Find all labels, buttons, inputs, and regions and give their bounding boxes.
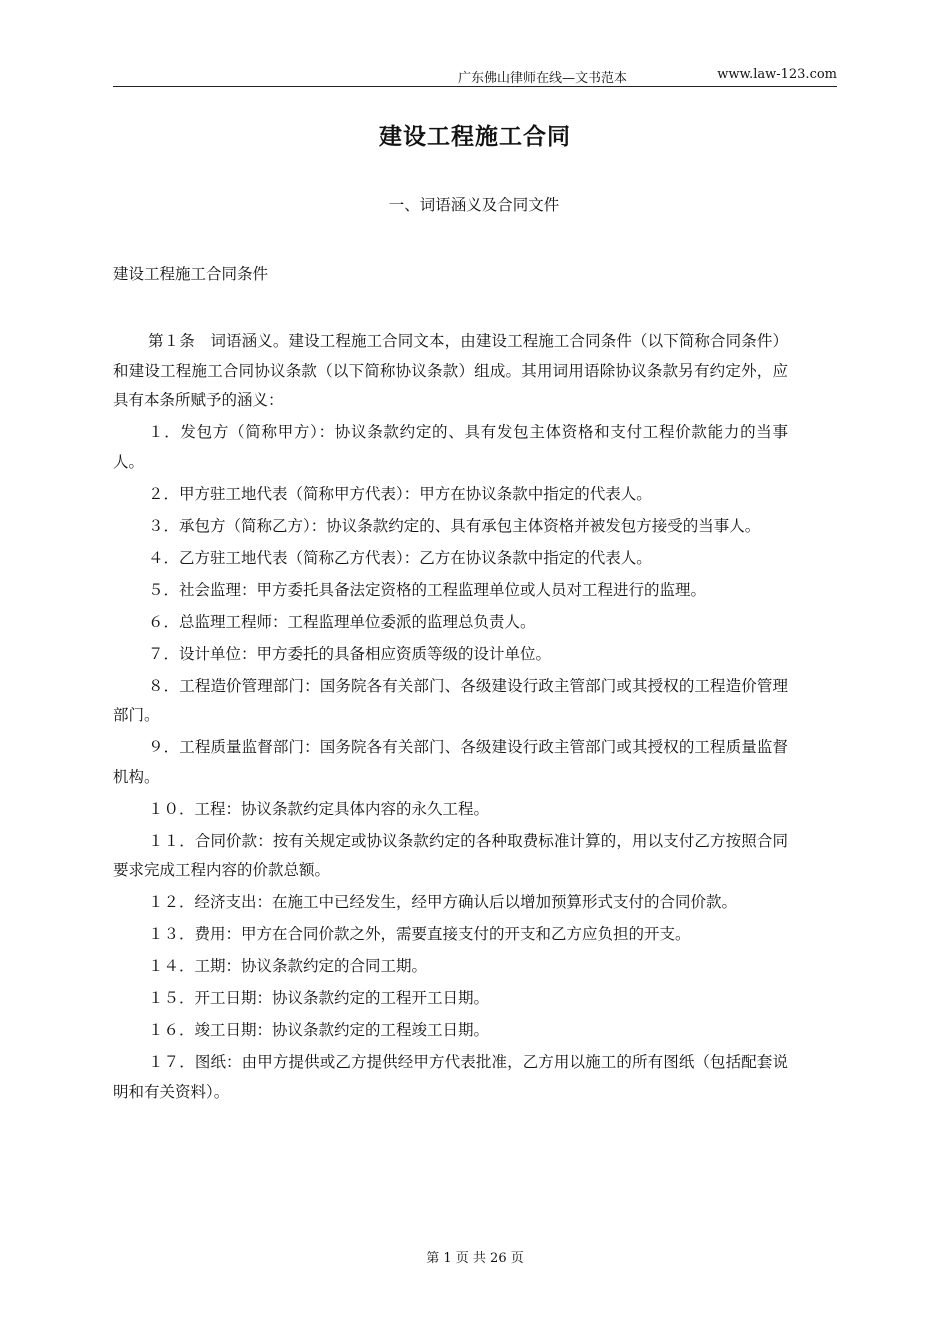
definition-item: １５．开工日期：协议条款约定的工程开工日期。 — [148, 989, 490, 1007]
definition-item: １３．费用：甲方在合同价款之外，需要直接支付的开支和乙方应负担的开支。 — [148, 925, 691, 943]
page-header — [113, 66, 837, 87]
article-1-intro: 第１条 词语涵义。建设工程施工合同文本，由建设工程施工合同条件（以下简称合同条件）和建设工程施工合同协议条款（以下简称协议条款）组成。其用词用语除协议条款另有约定外，应具有本条所赋予的涵义： — [113, 332, 788, 409]
page-number: 第 1 页 共 26 页 — [426, 1251, 524, 1266]
definition-item: １７．图纸：由甲方提供或乙方提供经甲方代表批准，乙方用以施工的所有图纸（包括配套说明和有关资料）。 — [113, 1053, 788, 1101]
definition-item: ３．承包方（简称乙方）：协议条款约定的、具有承包主体资格并被发包方接受的当事人。 — [148, 516, 761, 535]
contract-conditions-heading: 建设工程施工合同条件 — [113, 265, 269, 283]
definition-item: １４．工期：协议条款约定的合同工期。 — [148, 957, 428, 975]
article-body — [113, 327, 788, 1107]
section-heading — [0, 193, 950, 215]
section-heading-text: 一、词语涵义及合同文件 — [388, 196, 560, 214]
definition-item: １２．经济支出：在施工中已经发生，经甲方确认后以增加预算形式支付的合同价款。 — [148, 893, 738, 911]
definition-item: ８．工程造价管理部门：国务院各有关部门、各级建设行政主管部门或其授权的工程造价管理部门。 — [113, 676, 788, 724]
definition-item: ５．社会监理：甲方委托具备法定资格的工程监理单位或人员对工程进行的监理。 — [148, 580, 707, 599]
document-title: 建设工程施工合同 — [379, 123, 571, 150]
definition-item: ６．总监理工程师：工程监理单位委派的监理总负责人。 — [148, 612, 536, 631]
page-footer — [0, 1247, 950, 1266]
definition-item: １０．工程：协议条款约定具体内容的永久工程。 — [148, 799, 490, 818]
definition-item: ２．甲方驻工地代表（简称甲方代表）：甲方在协议条款中指定的代表人。 — [148, 484, 652, 503]
header-url: www.law-123.com — [717, 67, 837, 82]
definition-item: ４．乙方驻工地代表（简称乙方代表）：乙方在协议条款中指定的代表人。 — [148, 548, 652, 567]
header-site-name: 广东佛山律师在线—文书范本 — [458, 71, 628, 86]
definition-item: ７．设计单位：甲方委托的具备相应资质等级的设计单位。 — [148, 644, 552, 663]
definition-item: １６．竣工日期：协议条款约定的工程竣工日期。 — [148, 1021, 490, 1039]
definition-item: ９．工程质量监督部门：国务院各有关部门、各级建设行政主管部门或其授权的工程质量监督机构。 — [113, 738, 788, 786]
definition-item: １．发包方（简称甲方）：协议条款约定的、具有发包主体资格和支付工程价款能力的当事人。 — [113, 423, 788, 471]
definition-item: １１．合同价款：按有关规定或协议条款约定的各种取费标准计算的，用以支付乙方按照合同要求完成工程内容的价款总额。 — [113, 831, 788, 879]
